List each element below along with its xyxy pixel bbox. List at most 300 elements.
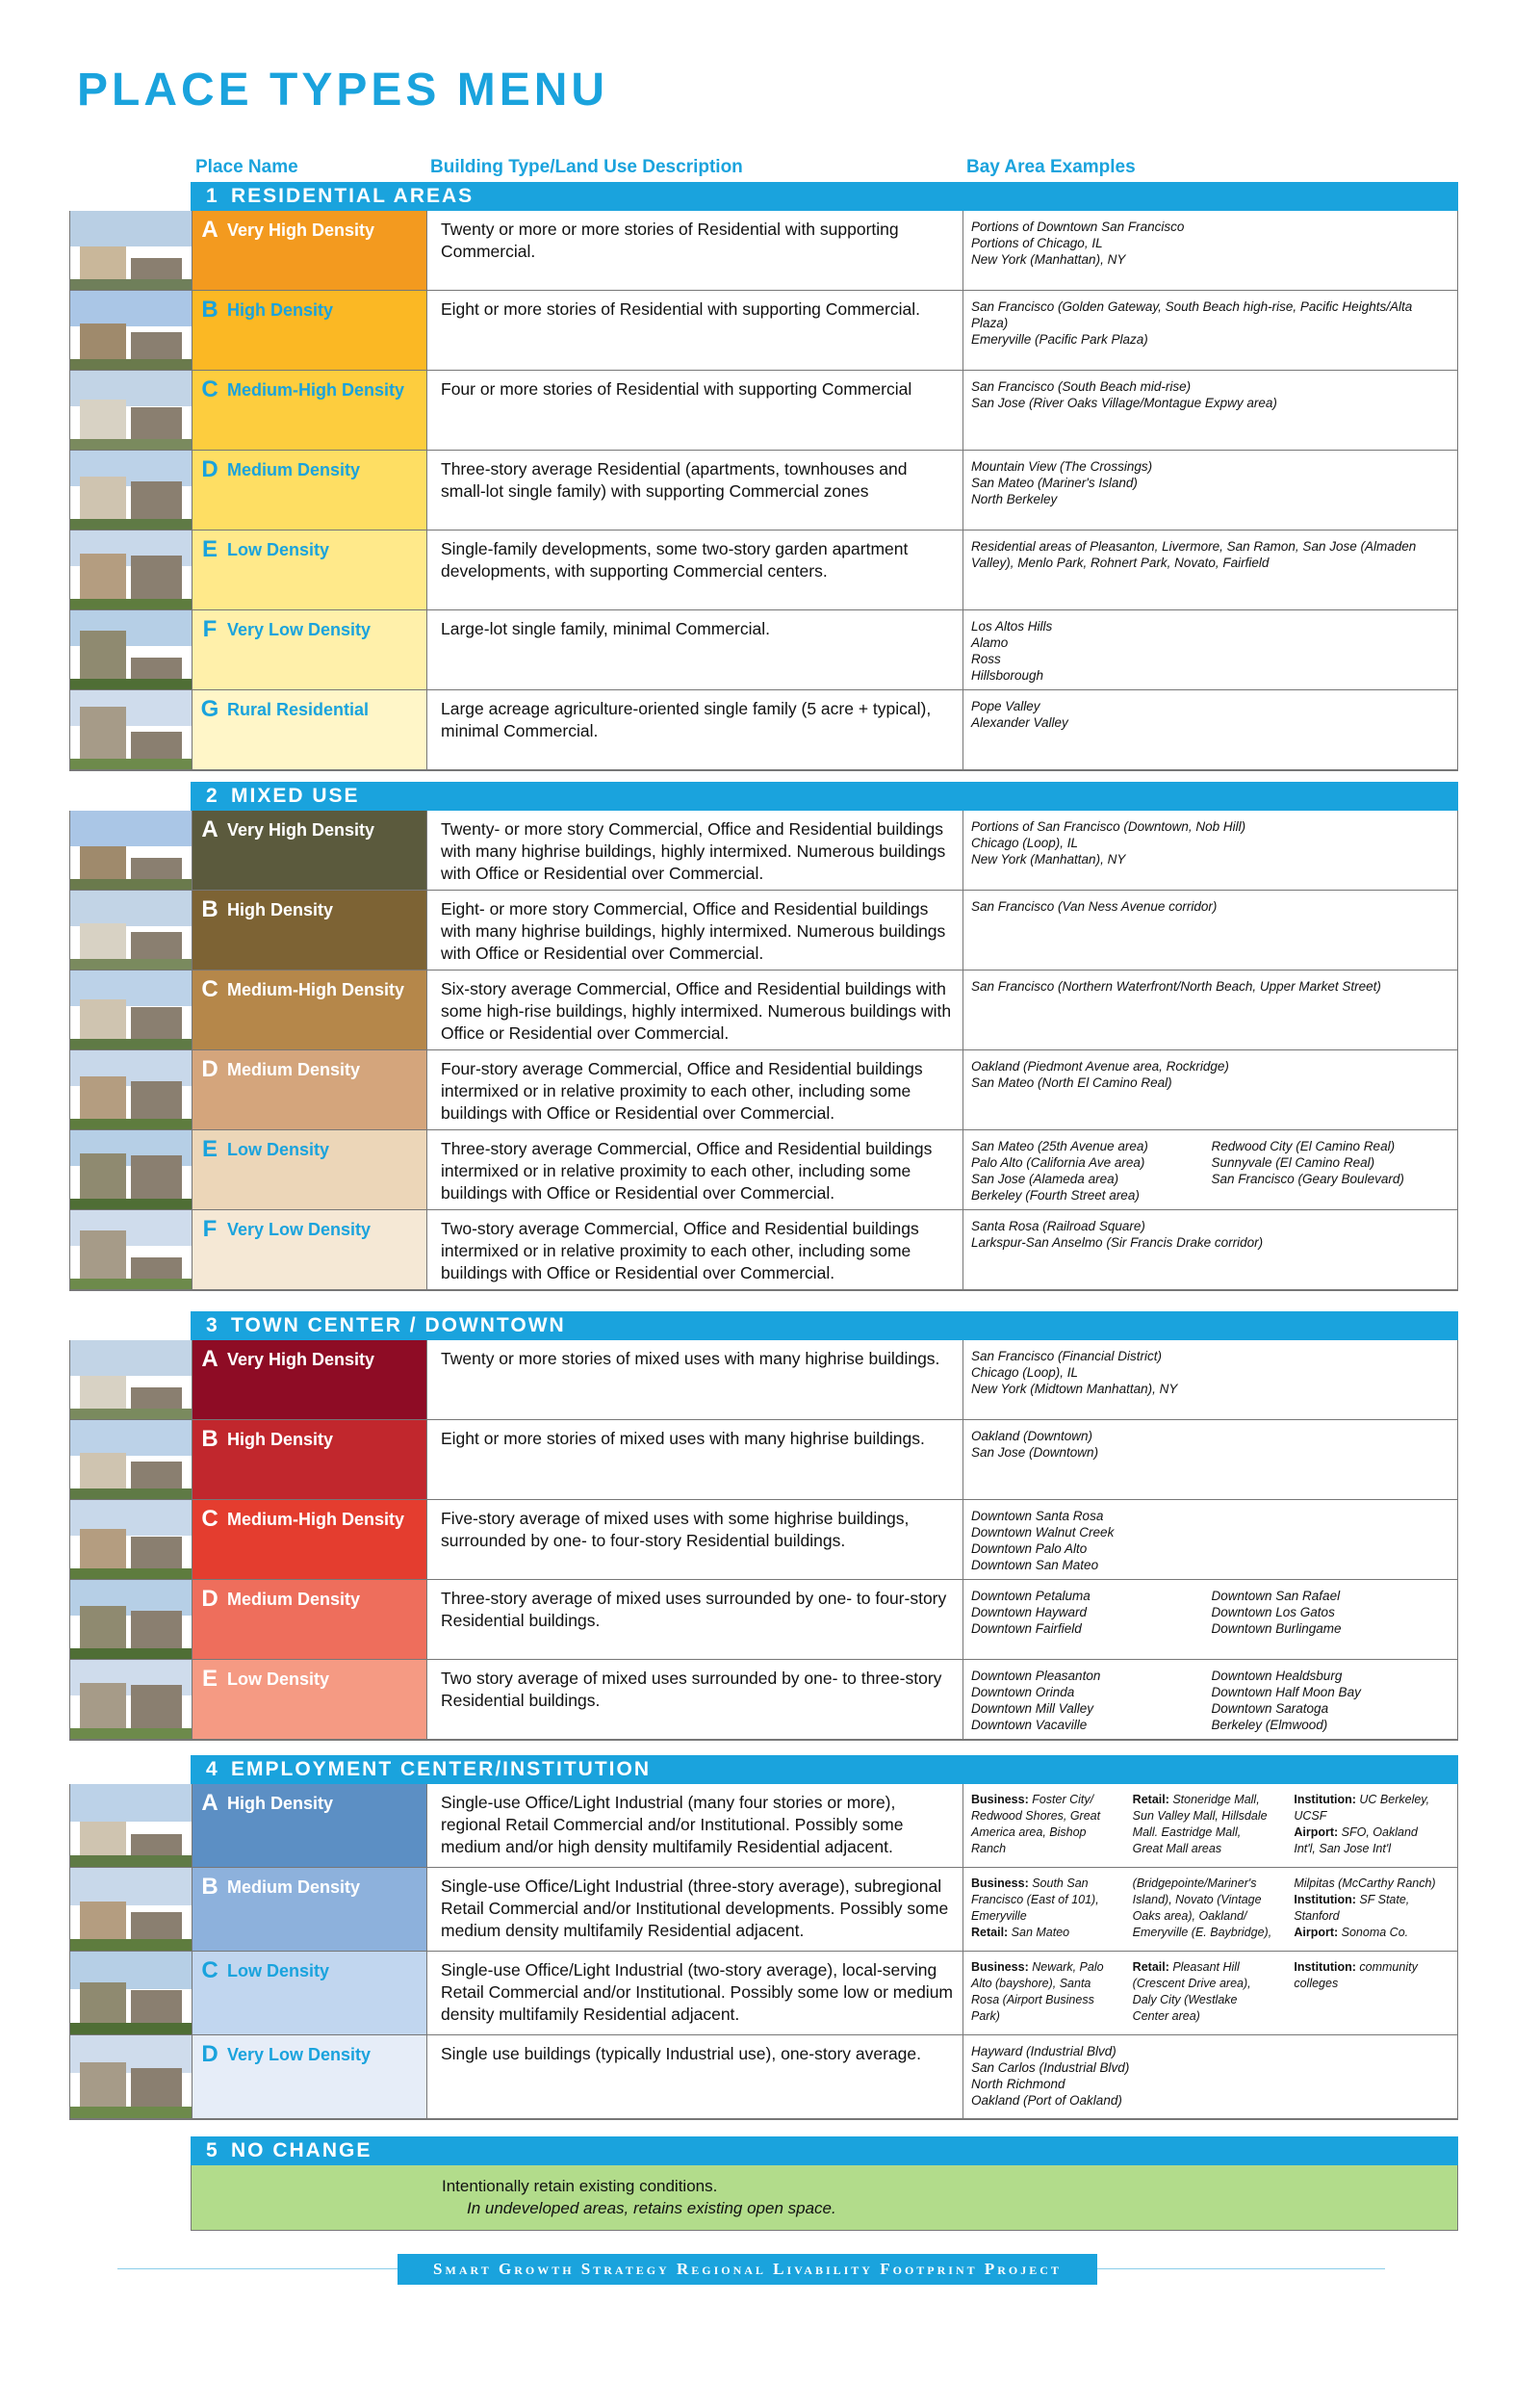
example-line: Downtown Saratoga [1211, 1701, 1329, 1716]
place-description: Three-story average Commercial, Office and Residential buildings intermixed or in relative proximity to each other, including some buildings with Office or Residential over Commercial. [427, 1130, 963, 1209]
section-3 [69, 1311, 1458, 1741]
example-line: Downtown San Rafael [1211, 1589, 1341, 1603]
example-text: Sonoma Co. [1338, 1926, 1409, 1939]
place-name-cell [192, 1420, 427, 1499]
example-text: Ranch [971, 1842, 1007, 1855]
example-line: Mountain View (The Crossings) [971, 459, 1153, 474]
place-photo [70, 1420, 192, 1499]
place-description: Large-lot single family, minimal Commercial. [427, 610, 963, 689]
place-type-row [70, 891, 1457, 971]
example-column [1133, 1792, 1295, 1867]
place-photo [70, 891, 192, 970]
place-description: Four or more stories of Residential with supporting Commercial [427, 371, 963, 450]
place-description: Four-story average Commercial, Office and Residential buildings intermixed or in relative proximity to each other, including some buildings with Office or Residential over Commercial. [427, 1050, 963, 1129]
example-line: Downtown Petaluma [971, 1589, 1091, 1603]
section-number: 4 [206, 1758, 219, 1780]
example-line [1133, 1825, 1291, 1841]
bay-area-examples [963, 1500, 1457, 1579]
example-text: Stoneridge Mall, [1168, 1793, 1260, 1806]
place-name-cell [192, 1130, 427, 1209]
example-line: San Mateo (25th Avenue area) [971, 1139, 1148, 1153]
place-description: Three-story average Residential (apartments, townhouses and small-lot single family) with supporting Commercial zones [427, 451, 963, 530]
place-name-cell [192, 1784, 427, 1867]
example-line: Alamo [971, 635, 1009, 650]
example-line [1133, 1992, 1291, 2008]
example-line: San Mateo (North El Camino Real) [971, 1075, 1172, 1090]
example-line: Portions of San Francisco (Downtown, Nob Hill) [971, 819, 1246, 834]
place-name-cell [192, 2035, 427, 2118]
example-line [1294, 1808, 1451, 1825]
example-column [1294, 1876, 1455, 1951]
example-text: Emeryville [971, 1909, 1027, 1923]
example-category: Business: [971, 1960, 1029, 1974]
bay-area-examples [963, 1050, 1457, 1129]
example-line: San Jose (Alameda area) [971, 1172, 1119, 1186]
no-change-panel [191, 2165, 1458, 2231]
place-letter: B [201, 297, 218, 323]
place-name: High Density [227, 1794, 334, 1813]
example-line: Oakland (Port of Oakland) [971, 2093, 1122, 2108]
example-line [1133, 1876, 1291, 1892]
example-column [971, 1138, 1212, 1209]
example-line [1294, 1976, 1451, 1992]
section-header [191, 782, 1458, 811]
place-photo [70, 1580, 192, 1659]
example-line: North Berkeley [971, 492, 1058, 506]
place-name: Low Density [227, 1140, 330, 1159]
place-type-row [70, 451, 1457, 531]
bay-area-examples [963, 291, 1457, 370]
place-name: Rural Residential [227, 700, 370, 719]
place-type-row [70, 1420, 1457, 1500]
place-type-row [70, 1784, 1457, 1868]
example-line: Downtown Half Moon Bay [1211, 1685, 1361, 1699]
example-line [971, 1841, 1129, 1857]
place-type-row [70, 1500, 1457, 1580]
place-description: Single-use Office/Light Industrial (two-story average), local-serving Retail Commercial and/or Institutional. Possibly some low or medium density multifamily Residential adjacent. [427, 1952, 963, 2034]
example-line [1294, 1908, 1451, 1925]
place-photo [70, 371, 192, 450]
section-title: NO CHANGE [231, 2139, 372, 2161]
example-column [1294, 1792, 1455, 1867]
place-name-cell [192, 1580, 427, 1659]
example-text: (Bridgepointe/Mariner's [1132, 1876, 1257, 1890]
example-column [1294, 1959, 1455, 2034]
column-header-examples: Bay Area Examples [966, 157, 1136, 177]
section-title: EMPLOYMENT CENTER/INSTITUTION [231, 1758, 651, 1780]
place-letter: G [200, 696, 219, 722]
example-line [1294, 1841, 1451, 1857]
section-title: TOWN CENTER / DOWNTOWN [231, 1314, 566, 1336]
bay-area-examples [963, 1952, 1457, 2034]
bay-area-examples [963, 811, 1457, 890]
place-photo [70, 1952, 192, 2034]
place-description: Eight or more stories of Residential with supporting Commercial. [427, 291, 963, 370]
example-line [1133, 1908, 1291, 1925]
place-description: Twenty- or more story Commercial, Office and Residential buildings with many highrise buildings, highly intermixed. Numerous buildings with Office or Residential over Commercial. [427, 811, 963, 890]
example-line: San Mateo (Mariner's Island) [971, 476, 1138, 490]
example-column [1212, 1588, 1452, 1659]
example-text: Francisco (East of 101), [971, 1893, 1099, 1906]
example-line: Downtown Walnut Creek [971, 1525, 1115, 1540]
example-text: Int'l, San Jose Int'l [1294, 1842, 1392, 1855]
place-type-row [70, 811, 1457, 891]
example-line: San Francisco (Geary Boulevard) [1211, 1172, 1404, 1186]
place-photo [70, 1500, 192, 1579]
section-1 [69, 182, 1458, 771]
example-line: San Francisco (Van Ness Avenue corridor) [971, 899, 1218, 914]
place-name-cell [192, 891, 427, 970]
example-text: Milpitas (McCarthy Ranch) [1294, 1876, 1436, 1890]
example-line: Chicago (Loop), IL [971, 836, 1079, 850]
example-text: Oaks area), Oakland/ [1132, 1909, 1247, 1923]
example-text: Stanford [1294, 1909, 1340, 1923]
section-header [191, 1311, 1458, 1340]
place-description: Single-family developments, some two-story garden apartment developments, with supporting Commercial centers. [427, 531, 963, 609]
example-line: Residential areas of Pleasanton, Livermore, San Ramon, San Jose (Almaden [971, 539, 1417, 554]
example-category: Institution: [1294, 1960, 1356, 1974]
example-line: Downtown Santa Rosa [971, 1509, 1104, 1523]
bay-area-examples [963, 690, 1457, 769]
place-letter: A [201, 816, 218, 842]
place-photo [70, 610, 192, 689]
place-name-cell [192, 811, 427, 890]
place-name: Low Density [227, 1961, 330, 1980]
place-photo [70, 1130, 192, 1209]
place-photo [70, 811, 192, 890]
example-line [1294, 1792, 1451, 1808]
example-column [1133, 1876, 1295, 1951]
example-line [971, 1959, 1129, 1976]
example-text: South San [1028, 1876, 1089, 1890]
section-number: 2 [206, 785, 219, 807]
example-line: Berkeley (Elmwood) [1211, 1718, 1328, 1732]
example-text: Great Mall areas [1132, 1842, 1222, 1855]
place-type-row [70, 1580, 1457, 1660]
place-letter: D [201, 2041, 218, 2067]
footer-text: Smart Growth Strategy Regional Livability Footprint Project [433, 2260, 1062, 2278]
example-line [1133, 1959, 1291, 1976]
bay-area-examples [963, 891, 1457, 970]
place-type-table [69, 1340, 1458, 1741]
example-text: Sun Valley Mall, Hillsdale [1132, 1809, 1268, 1823]
example-column [971, 1792, 1133, 1867]
section-number: 1 [206, 185, 219, 207]
bay-area-examples [963, 1130, 1457, 1209]
place-description: Eight- or more story Commercial, Office and Residential buildings with many highrise buildings, highly intermixed. Numerous buildings with Office or Residential over Commercial. [427, 891, 963, 970]
place-name: Very Low Density [227, 2045, 372, 2064]
place-name-cell [192, 1660, 427, 1739]
place-name: Medium-High Density [227, 980, 405, 999]
no-change-text: Intentionally retain existing conditions. [442, 2177, 718, 2195]
example-line: Portions of Chicago, IL [971, 236, 1103, 250]
example-line [1133, 1892, 1291, 1908]
place-description: Large acreage agriculture-oriented single family (5 acre + typical), minimal Commercial. [427, 690, 963, 769]
bay-area-examples [963, 371, 1457, 450]
place-description: Six-story average Commercial, Office and Residential buildings with some high-rise buildings, highly intermixed. Numerous buildings with Office or Residential over Commercial. [427, 971, 963, 1049]
place-type-row [70, 211, 1457, 291]
example-line [1294, 1959, 1451, 1976]
example-line: New York (Manhattan), NY [971, 252, 1126, 267]
example-line: Hillsborough [971, 668, 1044, 683]
example-line: San Francisco (Financial District) [971, 1349, 1163, 1363]
place-name-cell [192, 1868, 427, 1951]
bay-area-examples [963, 1784, 1457, 1867]
place-name: Medium Density [227, 460, 361, 479]
place-type-row [70, 1130, 1457, 1210]
place-type-row [70, 610, 1457, 690]
bay-area-examples [963, 531, 1457, 609]
place-name-cell [192, 1210, 427, 1289]
place-letter: B [201, 896, 218, 922]
place-type-table [69, 211, 1458, 771]
section-2 [69, 782, 1458, 1291]
place-name: Low Density [227, 1669, 330, 1689]
example-line [971, 2008, 1129, 2025]
example-line [1133, 1925, 1291, 1941]
example-text: UCSF [1294, 1809, 1327, 1823]
place-type-row [70, 971, 1457, 1050]
place-description: Twenty or more or more stories of Residential with supporting Commercial. [427, 211, 963, 290]
example-category: Airport: [1294, 1926, 1339, 1939]
example-column [1133, 1959, 1295, 2034]
bay-area-examples [963, 971, 1457, 1049]
bay-area-examples [963, 1868, 1457, 1951]
example-line: Los Altos Hills [971, 619, 1053, 634]
place-name: High Density [227, 900, 334, 919]
place-photo [70, 451, 192, 530]
place-photo [70, 2035, 192, 2118]
example-text: Mall. Eastridge Mall, [1132, 1825, 1242, 1839]
place-type-row [70, 1868, 1457, 1952]
place-letter: C [201, 1506, 218, 1532]
place-description: Single use buildings (typically Industrial use), one-story average. [427, 2035, 963, 2118]
example-line [1133, 1841, 1291, 1857]
place-name: Medium Density [227, 1060, 361, 1079]
place-name-cell [192, 690, 427, 769]
example-text: community [1355, 1960, 1418, 1974]
place-name: Medium-High Density [227, 1510, 405, 1529]
example-line: Pope Valley [971, 699, 1040, 713]
page-title: PLACE TYPES MENU [77, 65, 609, 116]
example-line [971, 1792, 1129, 1808]
place-name: Very Low Density [227, 620, 372, 639]
example-line: Downtown Healdsburg [1211, 1669, 1343, 1683]
place-letter: E [201, 1136, 218, 1162]
place-photo [70, 1660, 192, 1739]
place-description: Single-use Office/Light Industrial (three-story average), subregional Retail Commercial and/or Institutional developments. Possibly some medium density multifamily Residential adjacent. [427, 1868, 963, 1951]
place-letter: C [201, 376, 218, 402]
place-type-row [70, 1660, 1457, 1740]
example-line: Palo Alto (California Ave area) [971, 1155, 1145, 1170]
example-text: Daly City (Westlake [1132, 1993, 1238, 2006]
example-line: San Francisco (Northern Waterfront/North Beach, Upper Market Street) [971, 979, 1381, 994]
section-number: 3 [206, 1314, 219, 1336]
place-name-cell [192, 1050, 427, 1129]
example-text: SF State, [1355, 1893, 1410, 1906]
place-description: Two story average of mixed uses surrounded by one- to three-story Residential buildings. [427, 1660, 963, 1739]
place-name: Very High Density [227, 220, 375, 240]
bay-area-examples [963, 2035, 1457, 2118]
place-type-row [70, 1050, 1457, 1130]
place-name-cell [192, 211, 427, 290]
example-line: Redwood City (El Camino Real) [1211, 1139, 1396, 1153]
example-line [971, 1808, 1129, 1825]
place-name: Medium Density [227, 1877, 361, 1897]
place-type-row [70, 371, 1457, 451]
place-letter: D [201, 456, 218, 482]
example-line: Hayward (Industrial Blvd) [971, 2044, 1116, 2058]
place-photo [70, 211, 192, 290]
example-line [1133, 1976, 1291, 1992]
place-description: Five-story average of mixed uses with some highrise buildings, surrounded by one- to four-story Residential buildings. [427, 1500, 963, 1579]
example-line [971, 1992, 1129, 2008]
place-description: Eight or more stories of mixed uses with many highrise buildings. [427, 1420, 963, 1499]
no-change-subtext: In undeveloped areas, retains existing open space. [467, 2199, 836, 2217]
example-line: Larkspur-San Anselmo (Sir Francis Drake corridor) [971, 1235, 1264, 1250]
example-line [971, 1908, 1129, 1925]
example-line: Sunnyvale (El Camino Real) [1211, 1155, 1375, 1170]
place-name-cell [192, 291, 427, 370]
example-category: Retail: [1132, 1960, 1169, 1974]
place-letter: A [201, 217, 218, 243]
example-line: Portions of Downtown San Francisco [971, 220, 1185, 234]
bay-area-examples [963, 211, 1457, 290]
example-line: Berkeley (Fourth Street area) [971, 1188, 1140, 1203]
example-column [971, 1588, 1212, 1659]
example-text: colleges [1294, 1977, 1339, 1990]
example-line [1294, 1925, 1451, 1941]
example-line: San Jose (Downtown) [971, 1445, 1099, 1460]
example-line: San Jose (River Oaks Village/Montague Expwy area) [971, 396, 1277, 410]
example-line: New York (Midtown Manhattan), NY [971, 1382, 1178, 1396]
place-type-row [70, 1952, 1457, 2035]
example-line: Chicago (Loop), IL [971, 1365, 1079, 1380]
place-type-row [70, 1210, 1457, 1290]
column-header-description: Building Type/Land Use Description [430, 157, 743, 177]
place-name: Very High Density [227, 1350, 375, 1369]
example-line: Valley), Menlo Park, Rohnert Park, Novato, Fairfield [971, 556, 1270, 570]
place-photo [70, 1210, 192, 1289]
place-name: Very Low Density [227, 1220, 372, 1239]
place-letter: E [201, 536, 218, 562]
place-name: Low Density [227, 540, 330, 559]
example-text: (Crescent Drive area), [1132, 1977, 1251, 1990]
place-photo [70, 291, 192, 370]
place-name-cell [192, 531, 427, 609]
example-text: Newark, Palo [1028, 1960, 1104, 1974]
example-category: Retail: [1132, 1793, 1169, 1806]
example-text: Rosa (Airport Business [971, 1993, 1094, 2006]
place-name: Medium Density [227, 1590, 361, 1609]
example-line: Oakland (Downtown) [971, 1429, 1093, 1443]
place-name-cell [192, 1952, 427, 2034]
place-photo [70, 1868, 192, 1951]
example-text: SFO, Oakland [1338, 1825, 1418, 1839]
place-letter: B [201, 1426, 218, 1452]
example-line [971, 1892, 1129, 1908]
example-text: Redwood Shores, Great [971, 1809, 1101, 1823]
place-letter: F [202, 1216, 218, 1242]
example-line [971, 1925, 1129, 1941]
example-line: Downtown San Mateo [971, 1558, 1099, 1572]
example-category: Retail: [971, 1926, 1009, 1939]
example-column [1212, 1138, 1452, 1209]
example-text: Alto (bayshore), Santa [971, 1977, 1091, 1990]
example-column [1212, 1668, 1452, 1739]
place-type-row [70, 291, 1457, 371]
footer-banner [398, 2254, 1097, 2285]
example-line [971, 1825, 1129, 1841]
place-letter: A [201, 1790, 218, 1816]
example-text: Park) [971, 2009, 1000, 2023]
example-column [971, 1668, 1212, 1739]
example-line: Alexander Valley [971, 715, 1068, 730]
example-text: UC Berkeley, [1355, 1793, 1430, 1806]
place-type-row [70, 690, 1457, 770]
example-line [1133, 1808, 1291, 1825]
example-line: North Richmond [971, 2077, 1065, 2091]
section-header [191, 2136, 1458, 2165]
example-line: Oakland (Piedmont Avenue area, Rockridge) [971, 1059, 1229, 1074]
example-text: Center area) [1132, 2009, 1200, 2023]
place-description: Twenty or more stories of mixed uses with many highrise buildings. [427, 1340, 963, 1419]
section-4 [69, 1755, 1458, 2120]
example-line: New York (Manhattan), NY [971, 852, 1126, 867]
example-category: Airport: [1294, 1825, 1339, 1839]
place-type-row [70, 531, 1457, 610]
place-name: High Density [227, 1430, 334, 1449]
example-line: Santa Rosa (Railroad Square) [971, 1219, 1145, 1233]
example-text: San Mateo [1008, 1926, 1070, 1939]
example-line [1294, 1825, 1451, 1841]
example-line: Downtown Fairfield [971, 1621, 1082, 1636]
place-name: High Density [227, 300, 334, 320]
example-line [971, 1876, 1129, 1892]
example-line [1133, 2008, 1291, 2025]
place-photo [70, 1050, 192, 1129]
section-header [191, 1755, 1458, 1784]
bay-area-examples [963, 451, 1457, 530]
place-name: Very High Density [227, 820, 375, 840]
place-type-row [70, 1340, 1457, 1420]
example-category: Institution: [1294, 1793, 1356, 1806]
bay-area-examples [963, 1340, 1457, 1419]
example-text: Pleasant Hill [1168, 1960, 1240, 1974]
place-name-cell [192, 1500, 427, 1579]
bay-area-examples [963, 1580, 1457, 1659]
place-letter: D [201, 1586, 218, 1612]
example-line: Downtown Los Gatos [1211, 1605, 1335, 1619]
section-header [191, 182, 1458, 211]
section-number: 5 [206, 2139, 219, 2161]
bay-area-examples [963, 1210, 1457, 1289]
section-title: MIXED USE [231, 785, 360, 807]
place-name-cell [192, 451, 427, 530]
place-letter: F [202, 616, 218, 642]
place-letter: B [201, 1874, 218, 1900]
bay-area-examples [963, 610, 1457, 689]
example-line: San Francisco (Golden Gateway, South Beach high-rise, Pacific Heights/Alta [971, 299, 1413, 314]
place-name-cell [192, 371, 427, 450]
place-letter: E [201, 1666, 218, 1692]
example-text: Foster City/ [1028, 1793, 1094, 1806]
example-line: San Francisco (South Beach mid-rise) [971, 379, 1192, 394]
place-letter: C [201, 1957, 218, 1983]
place-name: Medium-High Density [227, 380, 405, 400]
section-5 [69, 2136, 1458, 2231]
example-line [1133, 1792, 1291, 1808]
